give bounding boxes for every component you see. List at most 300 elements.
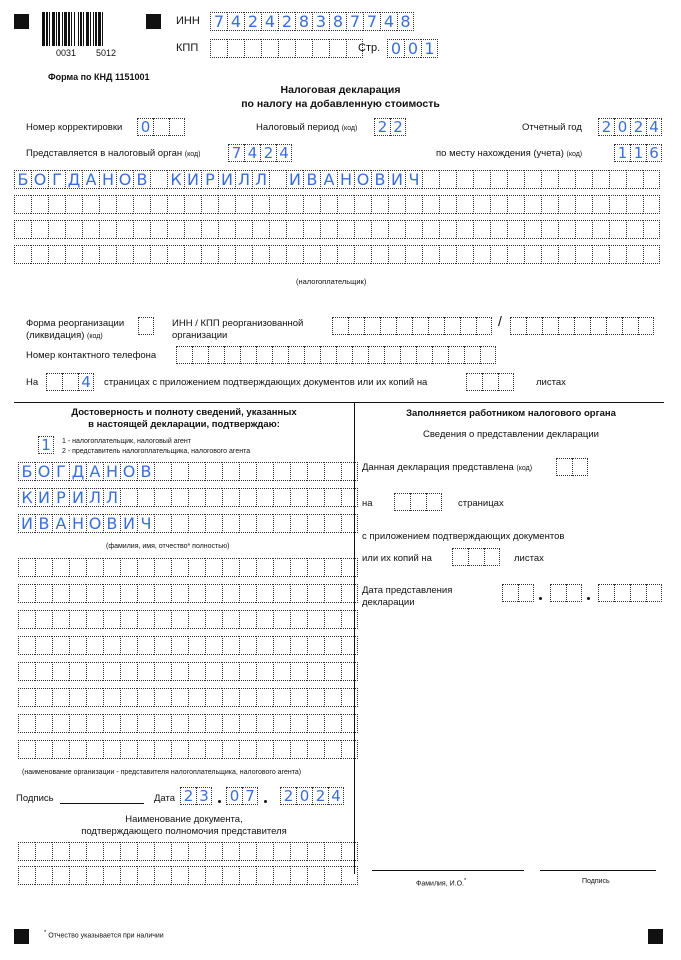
char-cell[interactable]	[460, 317, 476, 335]
char-cell[interactable]	[405, 220, 422, 239]
char-cell[interactable]: А	[52, 514, 69, 533]
char-cell[interactable]	[69, 662, 86, 681]
char-cell[interactable]	[269, 245, 286, 264]
char-cell[interactable]	[154, 514, 171, 533]
char-cell[interactable]: 0	[387, 39, 404, 58]
char-cell[interactable]	[188, 488, 205, 507]
char-cell[interactable]	[273, 662, 290, 681]
char-cell[interactable]: 7	[346, 12, 363, 31]
char-cell[interactable]	[507, 195, 524, 214]
char-cell[interactable]	[52, 740, 69, 759]
char-cell[interactable]	[188, 714, 205, 733]
char-cell[interactable]	[103, 714, 120, 733]
date-month-cells[interactable]	[226, 787, 258, 805]
submission-year-cells[interactable]	[598, 584, 662, 602]
taxpayer-name-row-3[interactable]	[14, 220, 660, 239]
char-cell[interactable]	[286, 245, 303, 264]
char-cell[interactable]	[86, 842, 103, 861]
char-cell[interactable]	[205, 636, 222, 655]
char-cell[interactable]	[394, 493, 410, 511]
char-cell[interactable]: Г	[48, 170, 65, 189]
char-cell[interactable]	[35, 866, 52, 885]
char-cell[interactable]	[341, 636, 358, 655]
char-cell[interactable]	[290, 740, 307, 759]
char-cell[interactable]	[273, 558, 290, 577]
char-cell[interactable]: Н	[69, 514, 86, 533]
char-cell[interactable]	[303, 195, 320, 214]
char-cell[interactable]	[69, 688, 86, 707]
sheets-cells[interactable]	[466, 373, 514, 391]
right-pages-cells[interactable]	[394, 493, 442, 511]
char-cell[interactable]	[575, 170, 592, 189]
char-cell[interactable]: И	[35, 488, 52, 507]
char-cell[interactable]	[31, 220, 48, 239]
char-cell[interactable]	[154, 584, 171, 603]
char-cell[interactable]	[86, 714, 103, 733]
char-cell[interactable]: И	[218, 170, 235, 189]
char-cell[interactable]	[575, 245, 592, 264]
char-cell[interactable]	[154, 662, 171, 681]
char-cell[interactable]	[273, 462, 290, 481]
char-cell[interactable]	[171, 488, 188, 507]
char-cell[interactable]	[154, 866, 171, 885]
char-cell[interactable]	[171, 842, 188, 861]
char-cell[interactable]	[205, 584, 222, 603]
char-cell[interactable]	[341, 584, 358, 603]
char-cell[interactable]	[400, 346, 416, 364]
kpp-cells[interactable]	[210, 39, 363, 58]
char-cell[interactable]: 4	[276, 144, 292, 162]
char-cell[interactable]: 8	[295, 12, 312, 31]
char-cell[interactable]	[18, 610, 35, 629]
char-cell[interactable]: В	[137, 462, 154, 481]
doc-row-2[interactable]	[18, 866, 358, 885]
char-cell[interactable]	[239, 842, 256, 861]
char-cell[interactable]: 1	[38, 436, 54, 454]
char-cell[interactable]	[324, 662, 341, 681]
char-cell[interactable]	[252, 245, 269, 264]
char-cell[interactable]	[46, 373, 62, 391]
char-cell[interactable]	[222, 842, 239, 861]
char-cell[interactable]	[324, 714, 341, 733]
char-cell[interactable]	[222, 558, 239, 577]
submission-month-cells[interactable]	[550, 584, 582, 602]
char-cell[interactable]: В	[35, 514, 52, 533]
char-cell[interactable]: О	[86, 514, 103, 533]
char-cell[interactable]	[205, 740, 222, 759]
correction-cells[interactable]	[137, 118, 185, 136]
char-cell[interactable]	[244, 39, 261, 58]
char-cell[interactable]	[290, 558, 307, 577]
char-cell[interactable]	[69, 714, 86, 733]
char-cell[interactable]	[188, 740, 205, 759]
org-row-1[interactable]	[18, 558, 358, 577]
inn-cells[interactable]	[210, 12, 414, 31]
char-cell[interactable]: И	[18, 514, 35, 533]
char-cell[interactable]	[14, 245, 31, 264]
char-cell[interactable]: А	[320, 170, 337, 189]
char-cell[interactable]	[341, 462, 358, 481]
char-cell[interactable]	[256, 584, 273, 603]
char-cell[interactable]: К	[167, 170, 184, 189]
char-cell[interactable]	[592, 170, 609, 189]
char-cell[interactable]	[456, 245, 473, 264]
char-cell[interactable]	[341, 842, 358, 861]
taxpayer-name-row-4[interactable]	[14, 245, 660, 264]
char-cell[interactable]	[137, 688, 154, 707]
char-cell[interactable]	[171, 714, 188, 733]
char-cell[interactable]	[290, 842, 307, 861]
char-cell[interactable]	[137, 740, 154, 759]
char-cell[interactable]	[290, 514, 307, 533]
char-cell[interactable]	[456, 195, 473, 214]
char-cell[interactable]	[205, 488, 222, 507]
char-cell[interactable]	[307, 584, 324, 603]
char-cell[interactable]	[154, 636, 171, 655]
char-cell[interactable]	[272, 346, 288, 364]
char-cell[interactable]	[498, 373, 514, 391]
char-cell[interactable]	[256, 488, 273, 507]
char-cell[interactable]	[103, 636, 120, 655]
char-cell[interactable]	[99, 245, 116, 264]
char-cell[interactable]: 1	[630, 144, 646, 162]
char-cell[interactable]	[473, 195, 490, 214]
char-cell[interactable]	[86, 636, 103, 655]
char-cell[interactable]	[137, 636, 154, 655]
char-cell[interactable]	[456, 220, 473, 239]
char-cell[interactable]	[337, 220, 354, 239]
char-cell[interactable]	[222, 462, 239, 481]
char-cell[interactable]	[150, 195, 167, 214]
char-cell[interactable]	[643, 195, 660, 214]
char-cell[interactable]	[188, 584, 205, 603]
char-cell[interactable]	[341, 514, 358, 533]
char-cell[interactable]	[295, 39, 312, 58]
char-cell[interactable]: О	[120, 462, 137, 481]
char-cell[interactable]	[65, 195, 82, 214]
char-cell[interactable]: А	[82, 170, 99, 189]
char-cell[interactable]: И	[120, 514, 137, 533]
char-cell[interactable]	[307, 842, 324, 861]
char-cell[interactable]	[269, 220, 286, 239]
first-name-cells[interactable]	[18, 488, 358, 507]
char-cell[interactable]	[52, 558, 69, 577]
char-cell[interactable]: 0	[296, 787, 312, 805]
char-cell[interactable]	[352, 346, 368, 364]
char-cell[interactable]	[69, 558, 86, 577]
location-cells[interactable]	[614, 144, 662, 162]
right-fio-line[interactable]	[372, 870, 524, 871]
char-cell[interactable]	[609, 245, 626, 264]
char-cell[interactable]: 2	[390, 118, 406, 136]
char-cell[interactable]	[52, 636, 69, 655]
char-cell[interactable]	[638, 317, 654, 335]
char-cell[interactable]	[205, 462, 222, 481]
authority-cells[interactable]	[228, 144, 292, 162]
reorg-kpp-cells[interactable]	[510, 317, 654, 335]
char-cell[interactable]	[18, 558, 35, 577]
char-cell[interactable]	[468, 548, 484, 566]
char-cell[interactable]	[303, 220, 320, 239]
char-cell[interactable]	[188, 866, 205, 885]
patronymic-cells[interactable]	[18, 514, 358, 533]
char-cell[interactable]: 8	[329, 12, 346, 31]
char-cell[interactable]: Л	[235, 170, 252, 189]
char-cell[interactable]: Ч	[405, 170, 422, 189]
char-cell[interactable]	[368, 346, 384, 364]
char-cell[interactable]	[592, 220, 609, 239]
char-cell[interactable]	[82, 195, 99, 214]
char-cell[interactable]	[286, 220, 303, 239]
char-cell[interactable]	[269, 170, 286, 189]
char-cell[interactable]	[35, 842, 52, 861]
right-sheets-cells[interactable]	[452, 548, 500, 566]
char-cell[interactable]: 4	[380, 12, 397, 31]
char-cell[interactable]	[286, 195, 303, 214]
char-cell[interactable]	[337, 195, 354, 214]
char-cell[interactable]	[48, 245, 65, 264]
char-cell[interactable]	[341, 714, 358, 733]
char-cell[interactable]	[324, 866, 341, 885]
char-cell[interactable]	[290, 662, 307, 681]
char-cell[interactable]	[103, 688, 120, 707]
char-cell[interactable]: И	[69, 488, 86, 507]
char-cell[interactable]	[65, 245, 82, 264]
char-cell[interactable]	[307, 514, 324, 533]
char-cell[interactable]	[422, 170, 439, 189]
char-cell[interactable]	[222, 584, 239, 603]
char-cell[interactable]	[256, 688, 273, 707]
char-cell[interactable]: К	[18, 488, 35, 507]
char-cell[interactable]	[35, 584, 52, 603]
char-cell[interactable]: В	[303, 170, 320, 189]
org-row-4[interactable]	[18, 636, 358, 655]
char-cell[interactable]	[273, 488, 290, 507]
char-cell[interactable]	[290, 688, 307, 707]
char-cell[interactable]	[86, 688, 103, 707]
date-year-cells[interactable]	[280, 787, 344, 805]
char-cell[interactable]: О	[354, 170, 371, 189]
char-cell[interactable]	[210, 39, 227, 58]
char-cell[interactable]	[69, 866, 86, 885]
char-cell[interactable]	[133, 195, 150, 214]
char-cell[interactable]	[541, 220, 558, 239]
char-cell[interactable]: 4	[244, 144, 260, 162]
char-cell[interactable]	[65, 220, 82, 239]
char-cell[interactable]: 7	[242, 787, 258, 805]
char-cell[interactable]	[154, 688, 171, 707]
char-cell[interactable]	[507, 170, 524, 189]
char-cell[interactable]	[482, 373, 498, 391]
char-cell[interactable]: 8	[397, 12, 414, 31]
char-cell[interactable]	[269, 195, 286, 214]
char-cell[interactable]: 2	[278, 12, 295, 31]
char-cell[interactable]	[388, 245, 405, 264]
char-cell[interactable]	[307, 740, 324, 759]
char-cell[interactable]	[82, 220, 99, 239]
char-cell[interactable]	[120, 688, 137, 707]
char-cell[interactable]	[541, 170, 558, 189]
char-cell[interactable]	[86, 610, 103, 629]
char-cell[interactable]	[52, 610, 69, 629]
char-cell[interactable]	[396, 317, 412, 335]
char-cell[interactable]: 2	[280, 787, 296, 805]
char-cell[interactable]	[222, 866, 239, 885]
char-cell[interactable]	[188, 842, 205, 861]
char-cell[interactable]: 7	[363, 12, 380, 31]
char-cell[interactable]	[256, 842, 273, 861]
char-cell[interactable]	[572, 458, 588, 476]
char-cell[interactable]	[116, 245, 133, 264]
char-cell[interactable]	[336, 346, 352, 364]
char-cell[interactable]: Г	[52, 462, 69, 481]
char-cell[interactable]	[320, 195, 337, 214]
char-cell[interactable]	[288, 346, 304, 364]
char-cell[interactable]	[137, 488, 154, 507]
char-cell[interactable]: 2	[630, 118, 646, 136]
taxpayer-name-row-1[interactable]	[14, 170, 660, 189]
char-cell[interactable]	[256, 714, 273, 733]
char-cell[interactable]	[273, 688, 290, 707]
char-cell[interactable]	[133, 245, 150, 264]
char-cell[interactable]	[329, 39, 346, 58]
date-day-cells[interactable]	[180, 787, 212, 805]
char-cell[interactable]: О	[35, 462, 52, 481]
char-cell[interactable]	[201, 195, 218, 214]
char-cell[interactable]	[239, 714, 256, 733]
char-cell[interactable]	[35, 740, 52, 759]
char-cell[interactable]	[35, 558, 52, 577]
char-cell[interactable]	[304, 346, 320, 364]
char-cell[interactable]	[341, 488, 358, 507]
char-cell[interactable]	[176, 346, 192, 364]
char-cell[interactable]	[290, 488, 307, 507]
char-cell[interactable]	[261, 39, 278, 58]
char-cell[interactable]	[388, 195, 405, 214]
char-cell[interactable]	[201, 245, 218, 264]
char-cell[interactable]	[239, 462, 256, 481]
char-cell[interactable]: А	[86, 462, 103, 481]
char-cell[interactable]	[439, 195, 456, 214]
submitted-code-cells[interactable]	[556, 458, 588, 476]
char-cell[interactable]	[188, 610, 205, 629]
char-cell[interactable]	[473, 245, 490, 264]
char-cell[interactable]: О	[116, 170, 133, 189]
char-cell[interactable]	[320, 245, 337, 264]
char-cell[interactable]	[116, 220, 133, 239]
char-cell[interactable]	[290, 714, 307, 733]
char-cell[interactable]	[103, 610, 120, 629]
page-number-cells[interactable]	[387, 39, 438, 58]
char-cell[interactable]	[235, 220, 252, 239]
char-cell[interactable]	[69, 842, 86, 861]
char-cell[interactable]	[86, 740, 103, 759]
char-cell[interactable]	[256, 610, 273, 629]
right-signature-line[interactable]	[540, 870, 656, 871]
char-cell[interactable]	[371, 245, 388, 264]
char-cell[interactable]	[510, 317, 526, 335]
char-cell[interactable]: Б	[18, 462, 35, 481]
char-cell[interactable]	[18, 688, 35, 707]
char-cell[interactable]	[218, 195, 235, 214]
char-cell[interactable]	[575, 220, 592, 239]
char-cell[interactable]	[337, 245, 354, 264]
char-cell[interactable]	[218, 245, 235, 264]
char-cell[interactable]	[103, 662, 120, 681]
char-cell[interactable]: Н	[99, 170, 116, 189]
char-cell[interactable]	[439, 245, 456, 264]
char-cell[interactable]	[307, 662, 324, 681]
org-row-8[interactable]	[18, 740, 358, 759]
char-cell[interactable]	[341, 610, 358, 629]
char-cell[interactable]	[205, 610, 222, 629]
char-cell[interactable]	[320, 220, 337, 239]
char-cell[interactable]	[410, 493, 426, 511]
char-cell[interactable]	[303, 245, 320, 264]
char-cell[interactable]	[626, 170, 643, 189]
char-cell[interactable]	[432, 346, 448, 364]
char-cell[interactable]	[324, 558, 341, 577]
char-cell[interactable]	[137, 714, 154, 733]
char-cell[interactable]	[490, 170, 507, 189]
char-cell[interactable]	[184, 220, 201, 239]
char-cell[interactable]	[31, 195, 48, 214]
char-cell[interactable]	[52, 714, 69, 733]
char-cell[interactable]: И	[184, 170, 201, 189]
char-cell[interactable]: 4	[646, 118, 662, 136]
char-cell[interactable]	[574, 317, 590, 335]
char-cell[interactable]	[103, 740, 120, 759]
char-cell[interactable]	[35, 662, 52, 681]
char-cell[interactable]	[154, 462, 171, 481]
char-cell[interactable]	[256, 740, 273, 759]
char-cell[interactable]	[188, 636, 205, 655]
char-cell[interactable]	[426, 493, 442, 511]
char-cell[interactable]	[524, 220, 541, 239]
char-cell[interactable]	[324, 462, 341, 481]
char-cell[interactable]	[120, 714, 137, 733]
char-cell[interactable]	[507, 220, 524, 239]
char-cell[interactable]	[341, 740, 358, 759]
char-cell[interactable]	[307, 558, 324, 577]
char-cell[interactable]	[18, 714, 35, 733]
char-cell[interactable]	[290, 462, 307, 481]
char-cell[interactable]	[222, 688, 239, 707]
char-cell[interactable]	[171, 462, 188, 481]
char-cell[interactable]	[171, 584, 188, 603]
char-cell[interactable]	[222, 610, 239, 629]
char-cell[interactable]	[86, 558, 103, 577]
char-cell[interactable]	[154, 740, 171, 759]
reorg-inn-cells[interactable]	[332, 317, 492, 335]
char-cell[interactable]	[558, 317, 574, 335]
char-cell[interactable]	[422, 245, 439, 264]
char-cell[interactable]	[290, 866, 307, 885]
char-cell[interactable]	[473, 220, 490, 239]
char-cell[interactable]: В	[103, 514, 120, 533]
char-cell[interactable]	[169, 118, 185, 136]
char-cell[interactable]	[324, 842, 341, 861]
char-cell[interactable]	[439, 220, 456, 239]
doc-row-1[interactable]	[18, 842, 358, 861]
char-cell[interactable]	[524, 245, 541, 264]
char-cell[interactable]	[307, 462, 324, 481]
char-cell[interactable]: 4	[261, 12, 278, 31]
char-cell[interactable]: Д	[69, 462, 86, 481]
char-cell[interactable]: И	[388, 170, 405, 189]
char-cell[interactable]	[643, 220, 660, 239]
char-cell[interactable]	[120, 558, 137, 577]
